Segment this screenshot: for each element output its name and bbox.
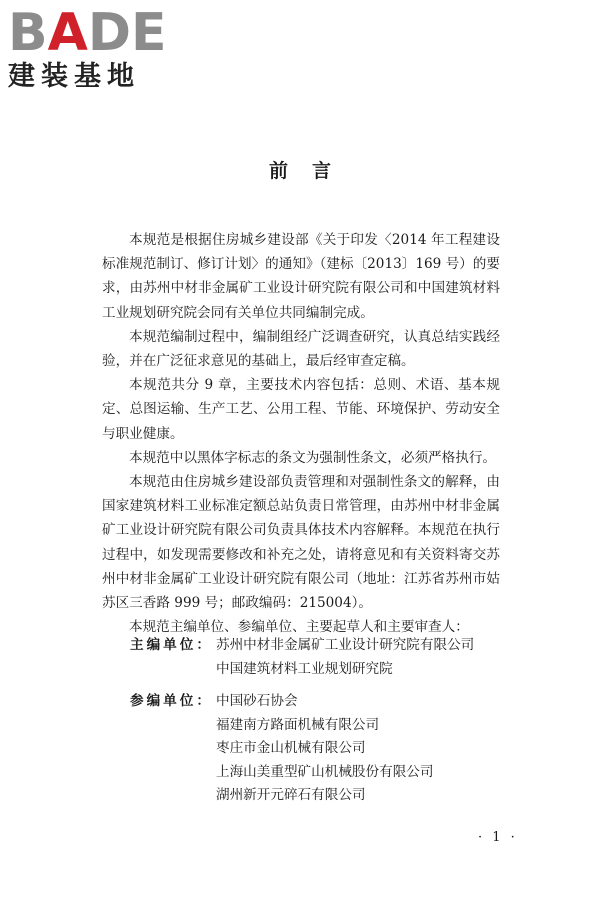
list-item: 福建南方路面机械有限公司	[216, 716, 380, 733]
participating-units-label: 参编单位：	[130, 693, 213, 709]
list-item: 中国建筑材料工业规划研究院	[216, 660, 393, 677]
list-item: 苏州中材非金属矿工业设计研究院有限公司	[216, 637, 475, 653]
page-title: 前言	[268, 160, 355, 182]
participating-units-list	[216, 690, 530, 808]
page-number: · 1 ·	[478, 830, 518, 845]
logo-wordmark	[8, 3, 183, 63]
logo-wordmark-b: B	[8, 3, 48, 63]
paragraph-6: 本规范主编单位、参编单位、主要起草人和主要审查人：	[129, 619, 469, 636]
chief-units-list	[216, 634, 530, 681]
preface-body	[102, 228, 500, 639]
logo-wordmark-de: DE	[87, 3, 167, 63]
list-item: 上海山美重型矿山机械股份有限公司	[216, 763, 434, 780]
logo-subtitle: 建装基地	[8, 61, 140, 92]
paragraph-3: 本规范共分 9 章，主要技术内容包括：总则、术语、基本规定、总图运输、生产工艺、公用工程、节能、环境保护、劳动安全与职业健康。	[102, 377, 500, 442]
brand-logo	[8, 3, 183, 92]
paragraph-1: 本规范是根据住房城乡建设部《关于印发〈2014 年工程建设标准规范制订、修订计划〉的通知》（建标〔2013〕169 号）的要求，由苏州中材非金属矿工业设计研究院有限公司和中国建筑材料工业规划研究院会同有关单位共同编制完成。	[102, 232, 500, 321]
units-section	[130, 634, 530, 808]
paragraph-5: 本规范由住房城乡建设部负责管理和对强制性条文的解释，由国家建筑材料工业标准定额总站负责日常管理，由苏州中材非金属矿工业设计研究院有限公司负责具体技术内容解释。本规范在执行过程中，如发现需要修改和补充之处，请将意见和有关资料寄交苏州中材非金属矿工业设计研究院有限公司（地址：江苏省苏州市姑苏区三香路 999 号；邮政编码：215004）。	[102, 474, 500, 612]
logo-wordmark-accent: A	[47, 3, 88, 63]
list-item: 湖州新开元碎石有限公司	[216, 787, 366, 803]
chief-units	[130, 634, 530, 681]
list-item: 中国砂石协会	[216, 693, 298, 709]
paragraph-4: 本规范中以黑体字标志的条文为强制性条文，必须严格执行。	[129, 449, 497, 466]
participating-units	[130, 690, 530, 808]
chief-units-label: 主编单位：	[130, 637, 213, 653]
list-item: 枣庄市金山机械有限公司	[216, 740, 366, 756]
paragraph-2: 本规范编制过程中，编制组经广泛调查研究，认真总结实践经验，并在广泛征求意见的基础上，最后经审查定稿。	[102, 328, 500, 370]
